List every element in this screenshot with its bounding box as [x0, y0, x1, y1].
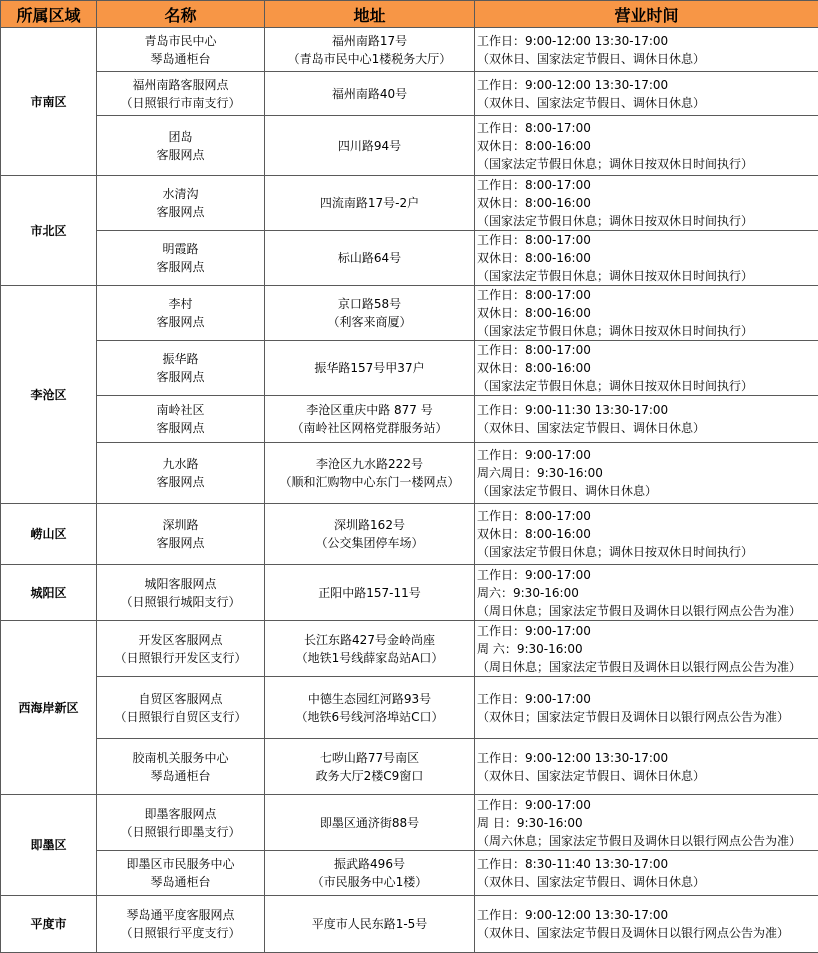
name-line: 琴岛通柜台: [97, 50, 264, 68]
hours-line: 工作日：9:00-17:00: [477, 446, 818, 464]
hours-line: （国家法定节假日休息；调休日按双休日时间执行）: [477, 377, 818, 395]
address-cell: [265, 72, 475, 116]
hours-cell: [475, 565, 818, 621]
hours-line: 工作日：8:00-17:00: [477, 231, 818, 249]
address-line: 七哕山路77号南区: [265, 749, 474, 767]
hours-line: （周日休息；国家法定节假日及调休日以银行网点公告为准）: [477, 602, 818, 620]
name-line: 客服网点: [97, 419, 264, 437]
hours-cell: [475, 116, 818, 176]
hours-line: 双休日：8:00-16:00: [477, 194, 818, 212]
address-line: 四流南路17号-2户: [265, 194, 474, 212]
name-line: （日照银行即墨支行）: [97, 823, 264, 841]
table-row: [1, 739, 818, 795]
hours-line: 工作日：8:30-11:40 13:30-17:00: [477, 855, 818, 873]
address-line: 福州南路17号: [265, 32, 474, 50]
address-cell: [265, 851, 475, 896]
table-row: [1, 116, 818, 176]
district-cell: 平度市: [1, 896, 97, 953]
name-cell: [97, 341, 265, 396]
name-line: 客服网点: [97, 203, 264, 221]
address-cell: [265, 116, 475, 176]
name-line: 客服网点: [97, 146, 264, 164]
hours-cell: [475, 72, 818, 116]
address-line: 中德生态园红河路93号: [265, 690, 474, 708]
hours-line: 工作日：8:00-17:00: [477, 341, 818, 359]
hours-line: 周六周日：9:30-16:00: [477, 464, 818, 482]
table-row: [1, 396, 818, 443]
address-line: 振华路157号甲37户: [265, 359, 474, 377]
address-line: 标山路64号: [265, 249, 474, 267]
name-line: 深圳路: [97, 516, 264, 534]
hours-line: （周日休息；国家法定节假日及调休日以银行网点公告为准）: [477, 658, 818, 676]
address-line: （地铁6号线河洛埠站C口）: [265, 708, 474, 726]
header-district: 所属区域: [1, 1, 97, 28]
hours-line: （双休日；国家法定节假日及调休日以银行网点公告为准）: [477, 708, 818, 726]
address-cell: [265, 565, 475, 621]
address-cell: [265, 443, 475, 504]
hours-line: （双休日、国家法定节假日、调休日休息）: [477, 94, 818, 112]
address-line: 振武路496号: [265, 855, 474, 873]
address-cell: [265, 231, 475, 286]
hours-line: 工作日：9:00-17:00: [477, 566, 818, 584]
hours-line: 工作日：8:00-17:00: [477, 176, 818, 194]
table-row: [1, 677, 818, 739]
hours-line: （国家法定节假日休息；调休日按双休日时间执行）: [477, 212, 818, 230]
address-line: 李沧区九水路222号: [265, 455, 474, 473]
address-line: （公交集团停车场）: [265, 534, 474, 552]
hours-line: （双休日、国家法定节假日、调休日休息）: [477, 767, 818, 785]
name-line: （日照银行市南支行）: [97, 94, 264, 112]
hours-cell: [475, 231, 818, 286]
hours-cell: [475, 621, 818, 677]
name-cell: [97, 443, 265, 504]
name-line: （日照银行城阳支行）: [97, 593, 264, 611]
table-row: [1, 795, 818, 851]
hours-line: 双休日：8:00-16:00: [477, 304, 818, 322]
address-cell: [265, 28, 475, 72]
address-cell: [265, 176, 475, 231]
address-cell: [265, 896, 475, 953]
header-name: 名称: [97, 1, 265, 28]
name-line: 琴岛通平度客服网点: [97, 906, 264, 924]
hours-line: 双休日：8:00-16:00: [477, 359, 818, 377]
hours-line: 工作日：9:00-12:00 13:30-17:00: [477, 906, 818, 924]
address-line: 李沧区重庆中路 877 号: [265, 401, 474, 419]
hours-line: 工作日：9:00-17:00: [477, 622, 818, 640]
address-line: 京口路58号: [265, 295, 474, 313]
hours-line: （双休日、国家法定节假日及调休日以银行网点公告为准）: [477, 924, 818, 942]
address-line: 长江东路427号金岭尚座: [265, 631, 474, 649]
name-cell: [97, 231, 265, 286]
hours-cell: [475, 739, 818, 795]
hours-cell: [475, 504, 818, 565]
name-line: （日照银行平度支行）: [97, 924, 264, 942]
table-row: [1, 72, 818, 116]
hours-line: 工作日：8:00-17:00: [477, 507, 818, 525]
hours-cell: [475, 795, 818, 851]
name-cell: [97, 504, 265, 565]
district-cell: 市北区: [1, 176, 97, 286]
table-body: [1, 28, 818, 953]
district-cell: 即墨区: [1, 795, 97, 896]
name-line: 即墨区市民服务中心: [97, 855, 264, 873]
table-row: [1, 286, 818, 341]
table-row: [1, 443, 818, 504]
header-hours: 营业时间: [475, 1, 818, 28]
table-row: [1, 28, 818, 72]
address-line: （顺和汇购物中心东门一楼网点）: [265, 473, 474, 491]
name-line: 即墨客服网点: [97, 805, 264, 823]
hours-cell: [475, 677, 818, 739]
name-line: 开发区客服网点: [97, 631, 264, 649]
name-line: 客服网点: [97, 473, 264, 491]
name-line: 琴岛通柜台: [97, 767, 264, 785]
district-cell: 崂山区: [1, 504, 97, 565]
hours-line: 工作日：9:00-11:30 13:30-17:00: [477, 401, 818, 419]
address-line: 四川路94号: [265, 137, 474, 155]
table-row: [1, 896, 818, 953]
header-address: 地址: [265, 1, 475, 28]
hours-line: （国家法定节假日休息；调休日按双休日时间执行）: [477, 267, 818, 285]
hours-line: 周 六：9:30-16:00: [477, 640, 818, 658]
name-line: 福州南路客服网点: [97, 76, 264, 94]
address-line: （青岛市民中心1楼税务大厅）: [265, 50, 474, 68]
hours-line: 双休日：8:00-16:00: [477, 137, 818, 155]
hours-line: （国家法定节假日休息；调休日按双休日时间执行）: [477, 322, 818, 340]
table-row: [1, 504, 818, 565]
hours-cell: [475, 28, 818, 72]
address-line: 平度市人民东路1-5号: [265, 915, 474, 933]
hours-line: （国家法定节假日休息；调休日按双休日时间执行）: [477, 543, 818, 561]
name-cell: [97, 677, 265, 739]
hours-line: 周 日：9:30-16:00: [477, 814, 818, 832]
hours-line: 工作日：8:00-17:00: [477, 286, 818, 304]
name-line: 客服网点: [97, 368, 264, 386]
name-line: 客服网点: [97, 313, 264, 331]
header-row: [1, 1, 818, 28]
hours-line: （双休日、国家法定节假日、调休日休息）: [477, 419, 818, 437]
address-line: （南岭社区网格党群服务站）: [265, 419, 474, 437]
name-line: 振华路: [97, 350, 264, 368]
hours-cell: [475, 896, 818, 953]
hours-cell: [475, 443, 818, 504]
address-cell: [265, 677, 475, 739]
table-row: [1, 621, 818, 677]
name-line: 城阳客服网点: [97, 575, 264, 593]
name-cell: [97, 28, 265, 72]
district-cell: 市南区: [1, 28, 97, 176]
name-cell: [97, 116, 265, 176]
name-line: 明霞路: [97, 240, 264, 258]
address-line: 政务大厅2楼C9窗口: [265, 767, 474, 785]
hours-cell: [475, 851, 818, 896]
address-cell: [265, 396, 475, 443]
hours-cell: [475, 341, 818, 396]
hours-line: 双休日：8:00-16:00: [477, 249, 818, 267]
address-cell: [265, 286, 475, 341]
district-cell: 李沧区: [1, 286, 97, 504]
name-cell: [97, 851, 265, 896]
name-line: （日照银行自贸区支行）: [97, 708, 264, 726]
hours-cell: [475, 176, 818, 231]
address-line: 福州南路40号: [265, 85, 474, 103]
hours-cell: [475, 286, 818, 341]
hours-line: 工作日：9:00-12:00 13:30-17:00: [477, 76, 818, 94]
address-line: 即墨区通济街88号: [265, 814, 474, 832]
name-line: 青岛市民中心: [97, 32, 264, 50]
table-row: [1, 176, 818, 231]
name-line: 客服网点: [97, 534, 264, 552]
name-cell: [97, 396, 265, 443]
table-row: [1, 231, 818, 286]
address-line: （地铁1号线薛家岛站A口）: [265, 649, 474, 667]
district-cell: 西海岸新区: [1, 621, 97, 795]
hours-line: （国家法定节假日休息；调休日按双休日时间执行）: [477, 155, 818, 173]
district-cell: 城阳区: [1, 565, 97, 621]
name-cell: [97, 565, 265, 621]
address-cell: [265, 795, 475, 851]
address-cell: [265, 341, 475, 396]
hours-line: 工作日：9:00-12:00 13:30-17:00: [477, 749, 818, 767]
hours-line: 工作日：9:00-12:00 13:30-17:00: [477, 32, 818, 50]
address-line: 正阳中路157-11号: [265, 584, 474, 602]
name-line: （日照银行开发区支行）: [97, 649, 264, 667]
table-row: [1, 341, 818, 396]
table-row: [1, 851, 818, 896]
name-line: 胶南机关服务中心: [97, 749, 264, 767]
hours-line: （双休日、国家法定节假日、调休日休息）: [477, 873, 818, 891]
table-row: [1, 565, 818, 621]
name-line: 自贸区客服网点: [97, 690, 264, 708]
address-line: （利客来商厦）: [265, 313, 474, 331]
name-cell: [97, 739, 265, 795]
name-cell: [97, 286, 265, 341]
name-cell: [97, 896, 265, 953]
address-cell: [265, 739, 475, 795]
address-line: （市民服务中心1楼）: [265, 873, 474, 891]
name-line: 南岭社区: [97, 401, 264, 419]
name-line: 团岛: [97, 128, 264, 146]
name-cell: [97, 621, 265, 677]
name-line: 九水路: [97, 455, 264, 473]
hours-line: （国家法定节假日、调休日休息）: [477, 482, 818, 500]
hours-line: 工作日：9:00-17:00: [477, 690, 818, 708]
name-line: 水清沟: [97, 185, 264, 203]
name-line: 琴岛通柜台: [97, 873, 264, 891]
hours-cell: [475, 396, 818, 443]
address-cell: [265, 504, 475, 565]
address-cell: [265, 621, 475, 677]
hours-line: 双休日：8:00-16:00: [477, 525, 818, 543]
address-line: 深圳路162号: [265, 516, 474, 534]
name-cell: [97, 72, 265, 116]
name-cell: [97, 176, 265, 231]
hours-line: 工作日：8:00-17:00: [477, 119, 818, 137]
hours-line: 工作日：9:00-17:00: [477, 796, 818, 814]
hours-line: 周六：9:30-16:00: [477, 584, 818, 602]
name-line: 李村: [97, 295, 264, 313]
name-line: 客服网点: [97, 258, 264, 276]
hours-line: （周六休息；国家法定节假日及调休日以银行网点公告为准）: [477, 832, 818, 850]
name-cell: [97, 795, 265, 851]
hours-line: （双休日、国家法定节假日、调休日休息）: [477, 50, 818, 68]
